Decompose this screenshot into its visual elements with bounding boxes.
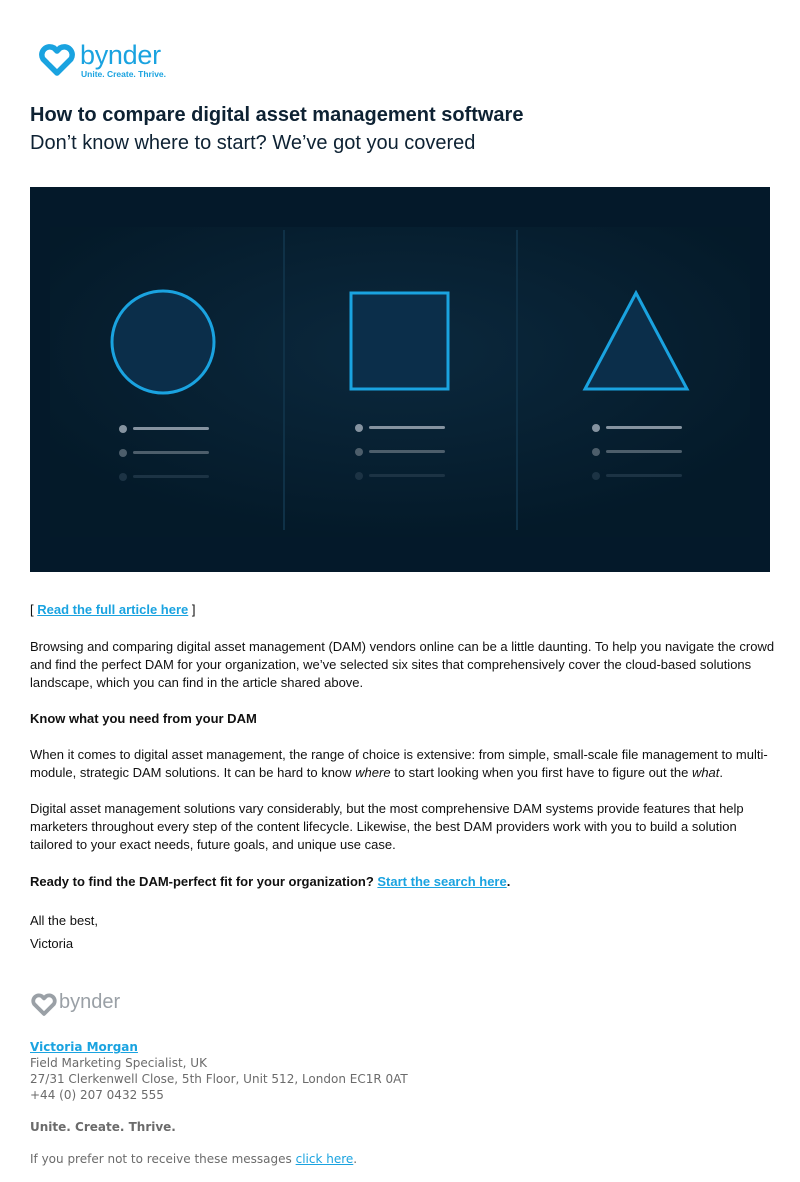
cta-text: Ready to find the DAM-perfect fit for your organization?	[30, 874, 378, 889]
choice-text-b: to start looking when you first have to figure out the	[390, 765, 692, 780]
signature-tagline-text: Unite. Create. Thrive.	[30, 1120, 176, 1134]
brand-tagline: Unite. Create. Thrive.	[81, 69, 167, 79]
choice-text-a: When it comes to digital asset management, the range of choice is extensive: from simple, small-scale file management to multi-module, strategic DAM solutions. It can be hard to know	[30, 747, 768, 780]
square-shape	[351, 293, 448, 389]
solutions-paragraph: Digital asset management solutions vary considerably, but the most comprehensive DAM systems provide features that help marketers throughout every step of the content lifecycle. Likewise, the best DAM providers work with you to build a solution tailored to your exact needs, future goals, and unique use case.	[30, 801, 744, 852]
bracket-close: ]	[191, 602, 196, 617]
signature-role: Field Marketing Specialist, UK	[30, 1056, 207, 1070]
brand-wordmark: bynder	[80, 40, 161, 70]
bynder-heart-icon	[30, 992, 58, 1016]
email-subtitle: Don’t know where to start? We’ve got you covered	[30, 132, 476, 154]
divider-right	[516, 230, 518, 530]
cta-line	[30, 873, 775, 891]
brand-logo[interactable]	[38, 40, 167, 84]
divider-left	[283, 230, 285, 530]
choice-text-c: .	[719, 765, 724, 780]
intro-paragraph: Browsing and comparing digital asset management (DAM) vendors online can be a little daunting. To help you navigate the crowd and find the perfect DAM for your organization, we’ve selected six sites that comprehensively cover the cloud-based solutions landscape, which you can find in the article shared above.	[30, 639, 775, 690]
bracket-open: [	[30, 602, 34, 617]
signature-logo	[30, 992, 130, 1016]
unsubscribe-end: .	[353, 1152, 358, 1166]
sender-first-name: Victoria	[30, 936, 74, 951]
choice-paragraph	[30, 746, 775, 782]
closing-line: All the best,	[30, 913, 98, 928]
circle-shape	[112, 291, 214, 393]
cta-end: .	[506, 874, 511, 889]
choice-emphasis-what: what	[691, 765, 720, 780]
signature-address: 27/31 Clerkenwell Close, 5th Floor, Unit 512, London EC1R 0AT	[30, 1072, 408, 1086]
unsubscribe-line	[30, 1151, 357, 1167]
signature-name	[30, 1039, 138, 1055]
unsubscribe-text: If you prefer not to receive these messages	[30, 1152, 296, 1166]
choice-emphasis-where: where	[355, 765, 391, 780]
bynder-heart-icon	[38, 42, 76, 76]
section-heading: Know what you need from your DAM	[30, 711, 257, 726]
signature-phone: +44 (0) 207 0432 555	[30, 1088, 164, 1102]
signature-name-link[interactable]: Victoria Morgan	[30, 1040, 138, 1054]
start-search-link[interactable]: Start the search here	[377, 874, 507, 889]
signature-tagline	[30, 1119, 176, 1135]
hero-illustration	[30, 187, 770, 572]
email-title: How to compare digital asset management software	[30, 104, 524, 126]
read-article-line	[30, 601, 775, 619]
read-article-link[interactable]: Read the full article here	[37, 602, 189, 617]
signature-wordmark: bynder	[59, 991, 121, 1013]
unsubscribe-link[interactable]: click here	[295, 1152, 354, 1166]
